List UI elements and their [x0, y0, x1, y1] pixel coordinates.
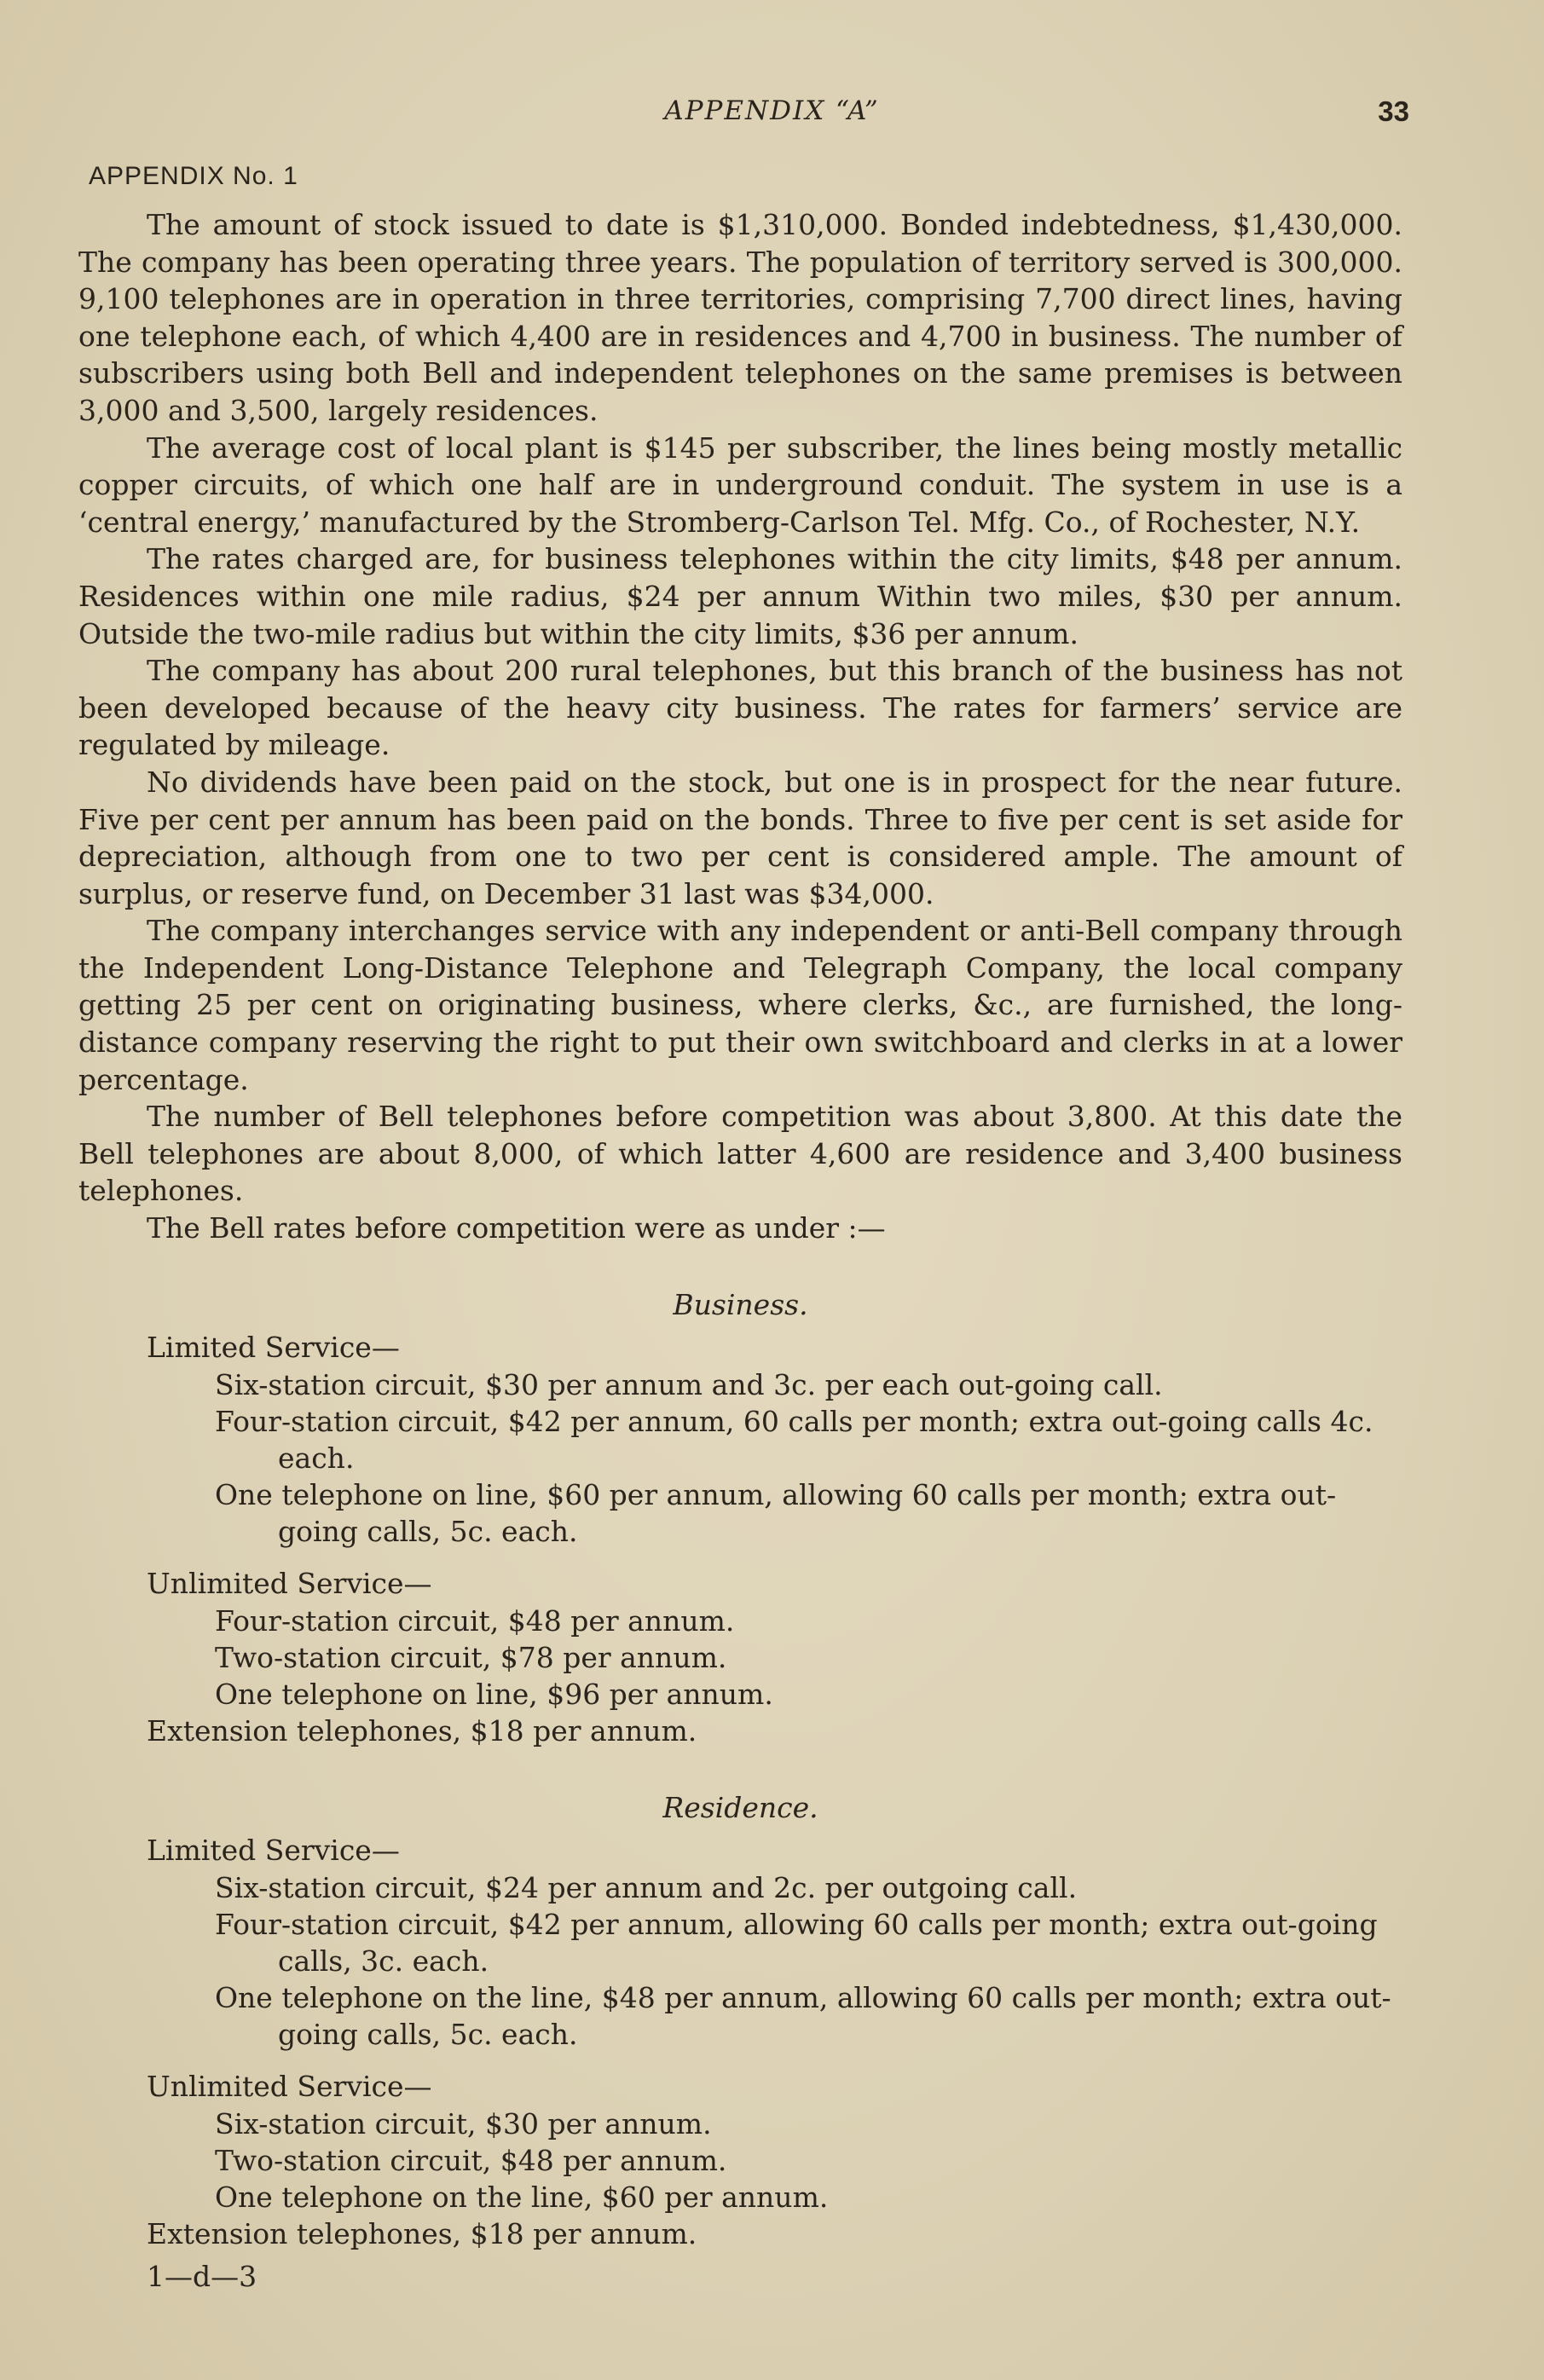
group-label: Unlimited Service— — [147, 2069, 432, 2103]
rate-item: Four-station circuit, $42 per annum, 60 calls per month; extra out-going calls 4c. each. — [215, 1404, 1373, 1475]
section-heading-residence: Residence. — [662, 1790, 818, 1824]
extension-rate: Extension telephones, $18 per annum. — [147, 2216, 697, 2250]
group-label: Unlimited Service— — [147, 1566, 432, 1600]
running-header — [0, 95, 1544, 138]
residence-unlimited-service — [78, 2068, 1402, 2215]
business-rates-section — [78, 1286, 1402, 1750]
paragraph: The number of Bell telephones before competition was about 3,800. At this date the Bell telephones are about 8,000, of which latter 4,600 are residence and 3,400 business telephones. — [78, 1100, 1402, 1208]
rate-item: Two-station circuit, $78 per annum. — [215, 1640, 727, 1674]
rate-item: Four-station circuit, $48 per annum. — [215, 1603, 735, 1638]
page-number: 33 — [1378, 95, 1409, 127]
paragraph: The company interchanges service with any independent or anti-Bell company through the Independent Long-Distance Telephone and Telegraph Company, the local company getting 25 per cent on originating business, where clerks, &c., are furnished, the long-distance company reserving the right to put their own switchboard and clerks in at a lower percentage. — [78, 914, 1402, 1096]
paragraph: The average cost of local plant is $145 per subscriber, the lines being mostly metallic copper circuits, of which one half are in underground conduit. The system in use is a ‘central energy,’ manufactured by the Stromberg-Carlson Tel. Mfg. Co., of Rochester, N.Y. — [78, 430, 1402, 539]
business-unlimited-service — [78, 1565, 1402, 1713]
paragraph: No dividends have been paid on the stock, but one is in prospect for the near future. Five per cent per annum has been paid on the bonds. Three to five per cent is set aside for depreciation, although from one to two per cent is considered ample. The amount of surplus, or reserve fund, on December 31 last was $34,000. — [78, 765, 1402, 910]
group-label: Limited Service— — [147, 1833, 400, 1867]
rate-item: Two-station circuit, $48 per annum. — [215, 2143, 727, 2177]
residence-rates-section — [78, 1789, 1402, 2253]
section-heading-business: Business. — [673, 1287, 808, 1321]
running-title: APPENDIX “A” — [664, 95, 880, 126]
residence-limited-service — [78, 1832, 1402, 2053]
paragraph: The rates charged are, for business telephones within the city limits, $48 per annum. Residences within one mile radius, $24 per annum Within two miles, $30 per annum. Outside the two-mile radius but within the city limits, $36 per annum. — [78, 542, 1402, 650]
paragraph: The company has about 200 rural telephones, but this branch of the business has not been developed because of the heavy city business. The rates for farmers’ service are regulated by mileage. — [78, 654, 1402, 762]
rate-item: Six-station circuit, $30 per annum and 3c. per each out-going call. — [215, 1367, 1163, 1401]
rate-item: One telephone on line, $60 per annum, allowing 60 calls per month; extra out-going calls, 5c. each. — [215, 1477, 1337, 1548]
rate-item: One telephone on the line, $60 per annum. — [215, 2180, 829, 2214]
extension-rate: Extension telephones, $18 per annum. — [147, 1713, 697, 1747]
rate-item: One telephone on line, $96 per annum. — [215, 1677, 773, 1711]
appendix-label: APPENDIX No. 1 — [89, 162, 298, 190]
rate-item: One telephone on the line, $48 per annum, allowing 60 calls per month; extra out-going calls, 5c. each. — [215, 1980, 1391, 2051]
page-body — [78, 162, 1402, 2296]
rate-item: Four-station circuit, $42 per annum, allowing 60 calls per month; extra out-going calls, 3c. each. — [215, 1907, 1378, 1978]
rate-item: Six-station circuit, $30 per annum. — [215, 2106, 712, 2140]
paragraph: The Bell rates before competition were as under :— — [147, 1211, 886, 1245]
rate-item: Six-station circuit, $24 per annum and 2c. per outgoing call. — [215, 1870, 1078, 1904]
paragraph: The amount of stock issued to date is $1,310,000. Bonded indebtedness, $1,430,000. The company has been operating three years. The population of territory served is 300,000. 9,100 telephones are in operation in three territories, comprising 7,700 direct lines, having one telephone each, of which 4,400 are in residences and 4,700 in business. The number of subscribers using both Bell and independent telephones on the same premises is between 3,000 and 3,500, largely residences. — [78, 208, 1402, 427]
signature-mark: 1—d—3 — [147, 2259, 257, 2293]
business-limited-service — [78, 1329, 1402, 1550]
group-label: Limited Service— — [147, 1330, 400, 1364]
